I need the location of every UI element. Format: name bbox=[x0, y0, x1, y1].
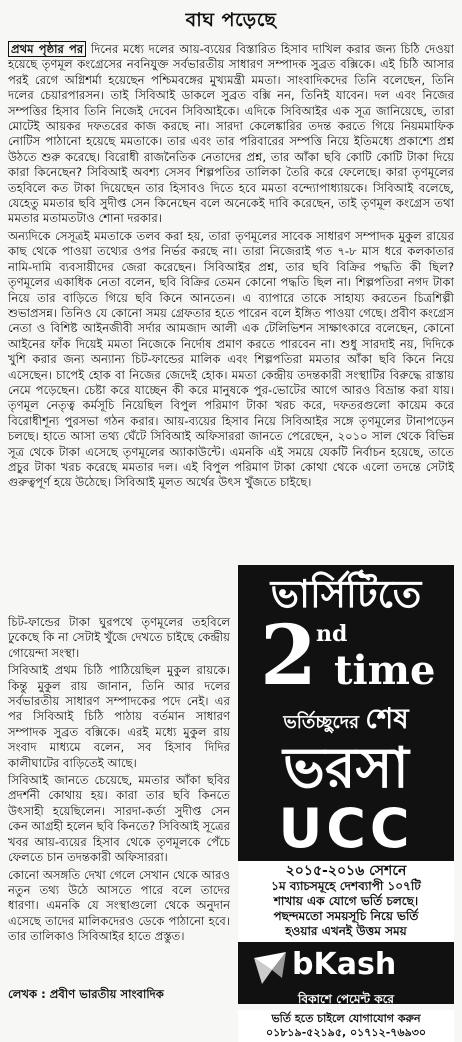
ad-contact bbox=[238, 1010, 454, 1042]
paragraph: অন্যদিকে সেসূত্রই মমতাকে তলব করা হয়, তারা তৃণমূলের সাবেক সাধারণ সম্পাদক মুকুল রায়ের কাছ থেকে পাওয়া তথ্যের ওপর নির্ভর করছে না। তারা নিজেরাই গত ৭-৮ মাস ধরে কলকাতার নামি-দামি ব্যবসায়ীদের জেরা করেছেন। সিবিআইর প্রশ্ন, তার ছবি বিক্রির পদ্ধতি কী ছিল? তৃণমূলের একাধিক নেতা বলেন, ছবি বিক্রির তেমন কোনো পদ্ধতি ছিল না। শিল্পপতিরা নগদ টাকা নিয়ে তার বাড়িতে গিয়ে ছবি কিনে আনতেন। এ ব্যাপারে তাকে সাহায্য করতেন চিত্রশিল্পী শুভাপ্রসন্ন। তিনিও যে কোনো সময় গ্রেফতার হতে পারেন বলে ইঙ্গিত পাওয়া গেছে। প্রবীণ কংগ্রেস নেতা ও বিশিষ্ট আইনজীবী সর্দার আমজাদ আলী এক টেলিভিশন সাক্ষাৎকারে বলেছেন, কোনো আইনের ফাঁক দিয়েই মমতা নিজেকে নির্দোষ প্রমাণ করতে পারবেন না। শুধু সারদাই নয়, দিদিকে খুশি করার জন্য অন্যান্য চিট-ফান্ডের মালিক এবং শিল্পপতিরা মমতার আঁকা ছবি কিনে নিয়ে এসেছেন। চাপেই হোক বা নিজের জেদেই হোক। মমতা কেন্দ্রীয় তদন্তকারী সংস্থাটির বিরুদ্ধে রাস্তায় নেমে পড়েছেন। চেষ্টা করে যাচ্ছেন কী করে মানুষকে পুর-ভোটের আগে আরও বিভ্রান্ত করা যায়। তৃণমূল নেতৃত্ব কর্মসূচি নিয়েছিল বিপুল পরিমাণ টাকা খরচ করে, দফতরগুলো কায়েম করে বিরোধীশূন্য পুরসভা গঠন করার। আয়-ব্যয়ের হিসাব নিয়ে সিবিআইর সঙ্গে তৃণমূলের টানাপড়েন চলছে। হাতে আসা তথ্য ঘেঁটে সিবিআই অফিসাররা জানতে পেরেছেন, ২০১০ সাল থেকে বিভিন্ন সূত্র থেকে টাকা এসেছে তৃণমূলের অ্যাকাউন্টে। এমনকি এই সময়ে যেকটি নির্বাচন হয়েছে, তাতে প্রচুর টাকা খরচ করেছে মমতার দল। এই বিপুল পরিমাণ টাকা কোথা থেকে এলো তদন্তে সেটাই গুরুত্বপূর্ণ হয়ে উঠেছে। সিবিআই মূলত অর্থের উৎস খুঁজতে চাইছে। bbox=[8, 228, 454, 490]
ad-applicants-line bbox=[238, 702, 454, 737]
byline: লেখক : প্রবীণ ভারতীয় সাংবাদিক bbox=[8, 986, 164, 1001]
ad-time: time bbox=[334, 647, 436, 694]
paragraph: চিট-ফান্ডের টাকা ঘুরপথে তৃণমূলের তহবিলে ঢুকেছে কি না সেটাই খুঁজে দেখতে চাইছে কেন্দ্রীয় গোয়েন্দা সংস্থা। bbox=[8, 615, 230, 660]
ad-phones: ০১৮১৯-৫২১৯৫, ০১৭১২-৭৬৯৩০ bbox=[265, 1026, 427, 1039]
ad-session: ২০১৫-২০১৬ সেশনে bbox=[285, 863, 407, 879]
ad-best-time: হওয়ার এখনই উত্তম সময় bbox=[285, 924, 407, 938]
bkash-logo-text: bKash bbox=[292, 947, 397, 982]
ucc-advertisement bbox=[238, 565, 454, 1039]
paragraph-text: দিনের মধ্যে দলের আয়-ব্যয়ের বিস্তারিত হিসাব দাখিল করার জন্য চিঠি দেওয়া হয়েছে তৃণমূল কংগ্রেসের নবনিযুক্ত সর্বভারতীয় সাধারণ সম্পাদক সুব্রত বক্সিকে। এই চিঠি আসার পরই রেগে অগ্নিশর্মা হয়েছেন পশ্চিমবঙ্গের মুখ্যমন্ত্রী মমতা। সাংবাদিকদের তিনি বলেছেন, তিনি দলের চেয়ারপারসন। তাই সিবিআই ডাকলে সুব্রত বক্সি নন, তিনিই যাবেন। দল এবং নিজের সম্পত্তির হিসাব তিনি নিজেই দেবেন সিবিআইকে। এদিকে সিবিআইর এক সূত্র জানিয়েছে, তারা মোটেই আয়কর দফতরের কাজ করছে না। সারদা কেলেঙ্কারির তদন্ত করতে গিয়ে নিয়মমাফিক নোটিস পাঠানো হয়েছে মমতাকে। তার এবং তার পরিবারের সম্পত্তি নিয়ে ইতিমধ্যে প্রকাশ্যে প্রশ্ন উঠতে শুরু করেছে। বিরোধী রাজনৈতিক নেতাদের প্রশ্ন, তার আঁকা ছবি কোটি কোটি টাকা দিয়ে কারা কিনেছেন? সিবিআই অবশ্য সেসব শিল্পপতির তালিকা তৈরি করে ফেলেছে। কারা তৃণমূলের তহবিলে কত টাকা দিয়েছেন তার হিসাবও দিতে হবে মমতা বন্দ্যোপাধ্যায়কে। সিবিআই বলেছে, যেহেতু মমতার ছবি সুদীপ্ত সেন কিনেছেন বলে অনেকেই দাবি করেছেন, তাই তৃণমূল কংগ্রেস তথা মমতার মতামতটাও শোনা দরকার। bbox=[8, 42, 454, 226]
ad-trust: ভরসা bbox=[283, 736, 409, 801]
bkash-bird-icon bbox=[252, 950, 288, 986]
ad-info-box bbox=[238, 861, 454, 942]
ad-branches: ১ম ব্যাচসমূহে দেশব্যাপী ১০৭টি bbox=[271, 879, 421, 893]
ad-choice: পছন্দমতো সময়সূচি নিয়ে ভর্তি bbox=[273, 909, 419, 923]
bkash-payment-text: বিকাশে পেমেন্ট করে bbox=[297, 992, 395, 1006]
ad-last: শেষ bbox=[365, 702, 409, 735]
paragraph: কোনো অসঙ্গতি দেখা গেলে সেখান থেকে আরও নতুন তথ্য উঠে আসতে পারে বলে তাদের ধারণা। এমনকি যে সংস্থাগুলো থেকে অনুদান এসেছে তাদের মালিকদেরও ডেকে পাঠানো হবে। তার তালিকাও সিবিআইর হাতে প্রস্তুত। bbox=[8, 867, 230, 944]
ad-ucc-logo: UCC bbox=[278, 797, 414, 860]
article-left-column bbox=[8, 615, 230, 1004]
ad-second-time bbox=[238, 608, 454, 705]
ad-branches-2: শাখায় এক যোগে ভর্তি চলছে। bbox=[273, 894, 419, 908]
bkash-row bbox=[238, 946, 454, 992]
article-body-top bbox=[8, 42, 454, 491]
ad-contact-label: ভর্তি হতে চাইলে যোগাযোগ করুন bbox=[271, 1012, 421, 1025]
ad-number-2: 2 bbox=[260, 608, 318, 704]
bottom-section bbox=[8, 572, 454, 1039]
ad-nd: nd bbox=[316, 621, 348, 647]
headline: বাঘ পড়েছে bbox=[185, 9, 277, 31]
ad-varsity-text: ভার্সিটিতে bbox=[270, 572, 422, 616]
paragraph: সিবিআই প্রথম চিঠি পাঠিয়েছিল মুকুল রায়কে। কিন্তু মুকুল রায় জানান, তিনি আর দলের সর্বভারতীয় সাধারণ সম্পাদকের পদে নেই। এর পর সিবিআই চিঠি পাঠায় বর্তমান সাধারণ সম্পাদক সুব্রত বক্সিকে। এরই মধ্যে মুকুল রায় সংবাদ মাধ্যমে বলেন, সব হিসাব দিদির কালীঘাটের বাড়িতেই আছে। bbox=[8, 663, 230, 770]
continued-label: প্রথম পৃষ্ঠার পর bbox=[8, 41, 86, 57]
paragraph: সিবিআই জানতে চেয়েছে, মমতার আঁকা ছবির প্রদর্শনী কোথায় হয়। কারা তার ছবি কিনতে উৎসাহী হয়েছিলেন। সারদা-কর্তা সুদীপ্ত সেন কেন আগ্রহী হলেন ছবি কিনতে? সিবিআই সূত্রের খবর আয়-ব্যয়ের হিসাব থেকে তৃণমূলকে পেঁচে ফেলতে চান তদন্তকারী অফিসাররা। bbox=[8, 773, 230, 865]
paragraph bbox=[8, 42, 454, 227]
ad-applicants: ভর্তিচ্ছুদের bbox=[283, 712, 360, 733]
